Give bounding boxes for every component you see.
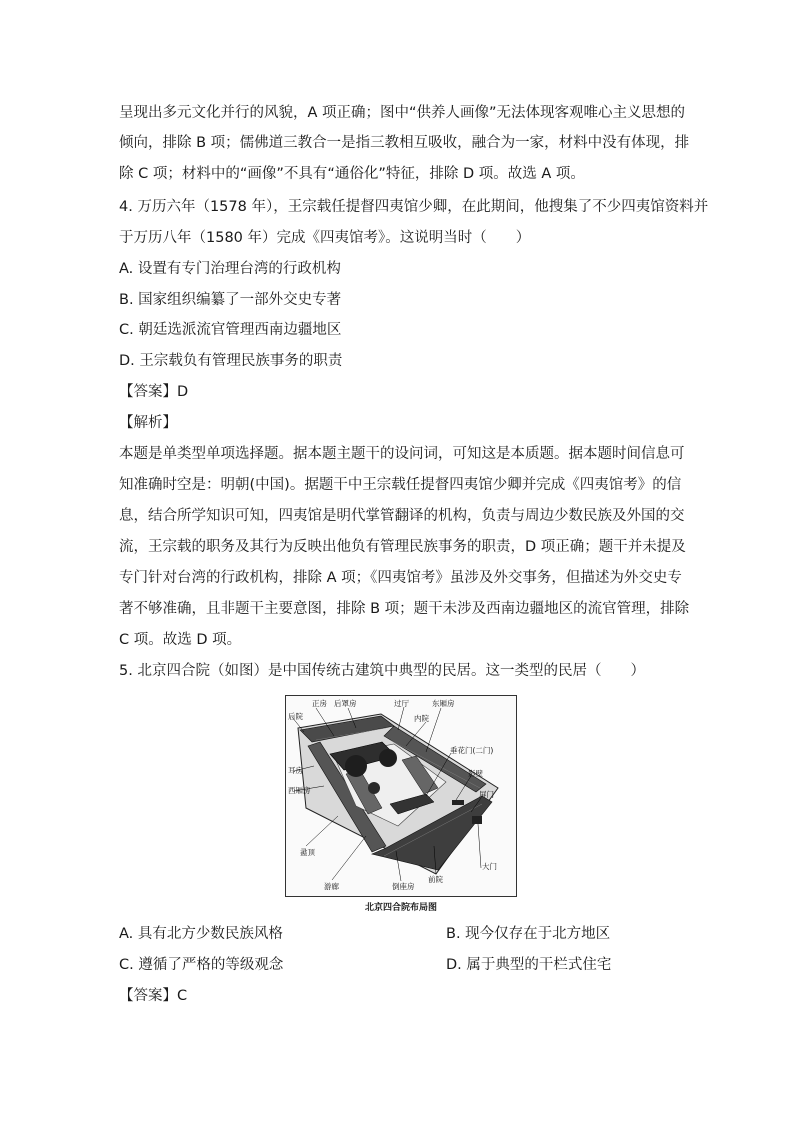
analysis-line: 专门针对台湾的行政机构，排除 A 项；《四夷馆考》虽涉及外交事务，但描述为外交史专 [119, 570, 682, 586]
label-zhengfang: 正房 [312, 699, 327, 708]
analysis-line: 本题是单类型单项选择题。据本题主题干的设问词，可知这是本质题。据本题时间信息可 [119, 446, 685, 462]
question-4-option-b: B. 国家组织编纂了一部外交史专著 [119, 292, 342, 308]
question-5-option-b: B. 现今仅存在于北方地区 [446, 926, 611, 942]
question-4-option-d: D. 王宗载负有管理民族事务的职责 [119, 353, 343, 369]
question-4-option-c: C. 朝廷选派流官管理西南边疆地区 [119, 322, 342, 338]
analysis-line: 息，结合所学知识可知，四夷馆是明代掌管翻译的机构，负责与周边少数民族及外国的交 [119, 508, 685, 524]
question-4-stem: 4. 万历六年（1578 年），王宗载任提督四夷馆少卿，在此期间，他搜集了不少四夷馆资料并 [119, 199, 709, 215]
label-chuihuamen: 垂花门(二门) [450, 746, 494, 755]
label-neiyuan: 内院 [414, 714, 429, 723]
question-5-option-a: A. 具有北方少数民族风格 [119, 926, 283, 942]
paragraph-line: 除 C 项；材料中的“画像”不具有“通俗化”特征，排除 D 项。故选 A 项。 [119, 166, 585, 182]
paragraph-line: 倾向，排除 B 项；儒佛道三教合一是指三教相互吸收，融合为一家，材料中没有体现，排 [119, 135, 690, 151]
label-houzhaofang: 后罩房 [334, 699, 357, 708]
question-5-answer: 【答案】C [119, 988, 188, 1004]
label-guoting: 过厅 [394, 699, 409, 708]
label-daozuofang: 倒座房 [392, 882, 415, 891]
analysis-line: C 项。故选 D 项。 [119, 632, 242, 648]
question-4-analysis-title: 【解析】 [119, 415, 177, 431]
question-5-option-d: D. 属于典型的干栏式住宅 [446, 957, 612, 973]
analysis-line: 流，王宗载的职务及其行为反映出他负有管理民族事务的职责，D 项正确；题干并未提及 [119, 539, 686, 555]
label-damen: 大门 [482, 862, 497, 871]
question-4-option-a: A. 设置有专门治理台湾的行政机构 [119, 261, 341, 277]
figure-caption: 北京四合院布局图 [364, 903, 437, 913]
siheyuan-layout-figure [285, 695, 517, 897]
question-5-option-c: C. 遵循了严格的等级观念 [119, 957, 284, 973]
label-youlang: 游廊 [324, 882, 339, 891]
label-houyuan: 后院 [288, 712, 303, 721]
question-5-stem: 5. 北京四合院（如图）是中国传统古建筑中典型的民居。这一类型的民居（ ） [119, 663, 645, 679]
label-erfang: 耳房 [288, 766, 303, 775]
question-4-answer: 【答案】D [119, 384, 189, 400]
label-pingmen: 屏门 [479, 790, 494, 799]
label-yingbi: 影壁 [468, 769, 483, 778]
label-dongxiangfang: 东厢房 [432, 699, 455, 708]
label-qianyuan: 前院 [428, 875, 443, 884]
label-luding: 盝顶 [300, 848, 315, 857]
analysis-line: 著不够准确，且非题干主要意图，排除 B 项；题干未涉及西南边疆地区的流官管理，排除 [119, 601, 690, 617]
analysis-line: 知准确时空是：明朝(中国)。据题干中王宗载任提督四夷馆少卿并完成《四夷馆考》的信 [119, 477, 682, 493]
paragraph-line: 呈现出多元文化并行的风貌，A 项正确；图中“供养人画像”无法体现客观唯心主义思想的 [119, 105, 686, 121]
question-4-stem: 于万历八年（1580 年）完成《四夷馆考》。这说明当时（ ） [119, 230, 531, 246]
label-xixiangfang: 西厢房 [288, 786, 311, 795]
